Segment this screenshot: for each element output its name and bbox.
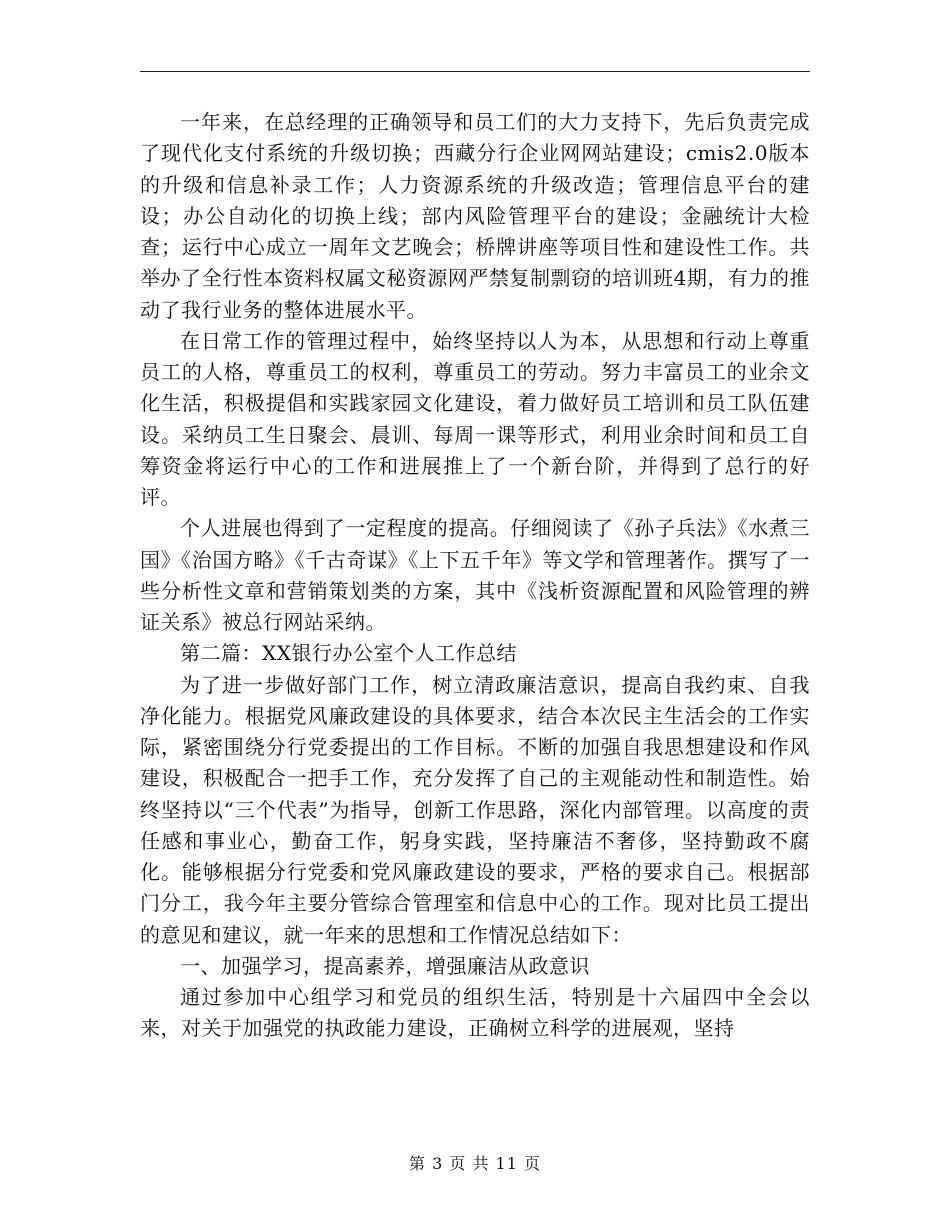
- page-number-footer: 第 3 页 共 11 页: [409, 1154, 541, 1173]
- subsection-heading: 一、加强学习，提高素养，增强廉洁从政意识: [180, 953, 590, 978]
- section-heading: 第二篇：XX银行办公室个人工作总结: [180, 641, 517, 666]
- header-rule: [140, 71, 810, 72]
- paragraph: 通过参加中心组学习和党员的组织生活，特别是十六届四中全会以来，对关于加强党的执政能力建设，正确树立科学的进展观，坚持: [140, 985, 810, 1041]
- paragraph: 一年来，在总经理的正确领导和员工们的大力支持下，先后负责完成了现代化支付系统的升级切换；西藏分行企业网网站建设；cmis2.0版本的升级和信息补录工作；人力资源系统的升级改造；管理信息平台的建设；办公自动化的切换上线；部内风险管理平台的建设；金融统计大检查；运行中心成立一周年文艺晚会；桥牌讲座等项目性和建设性工作。共举办了全行性本资料权属文秘资源网严禁复制剽窃的培训班4期，有力的推动了我行业务的整体进展水平。: [140, 110, 810, 322]
- paragraph: 为了进一步做好部门工作，树立清政廉洁意识，提高自我约束、自我净化能力。根据党风廉政建设的具体要求，结合本次民主生活会的工作实际，紧密围绕分行党委提出的工作目标。不断的加强自我思想建设和作风建设，积极配合一把手工作，充分发挥了自己的主观能动性和制造性。始终坚持以“三个代表”为指导，创新工作思路，深化内部管理。以高度的责任感和事业心，勤奋工作，躬身实践，坚持廉洁不奢侈，坚持勤政不腐化。能够根据分行党委和党风廉政建设的要求，严格的要求自己。根据部门分工，我今年主要分管综合管理室和信息中心的工作。现对比员工提出的意见和建议，就一年来的思想和工作情况总结如下：: [140, 672, 810, 947]
- paragraph: 在日常工作的管理过程中，始终坚持以人为本，从思想和行动上尊重员工的人格，尊重员工的权利，尊重员工的劳动。努力丰富员工的业余文化生活，积极提倡和实践家园文化建设，着力做好员工培训和员工队伍建设。采纳员工生日聚会、晨训、每周一课等形式，利用业余时间和员工自筹资金将运行中心的工作和进展推上了一个新台阶，并得到了总行的好评。: [140, 328, 810, 509]
- document-body: [140, 107, 810, 1045]
- paragraph: 个人进展也得到了一定程度的提高。仔细阅读了《孙子兵法》《水煮三国》《治国方略》《千古奇谋》《上下五千年》等文学和管理著作。撰写了一些分析性文章和营销策划类的方案，其中《浅析资源配置和风险管理的辨证关系》被总行网站采纳。: [140, 516, 810, 634]
